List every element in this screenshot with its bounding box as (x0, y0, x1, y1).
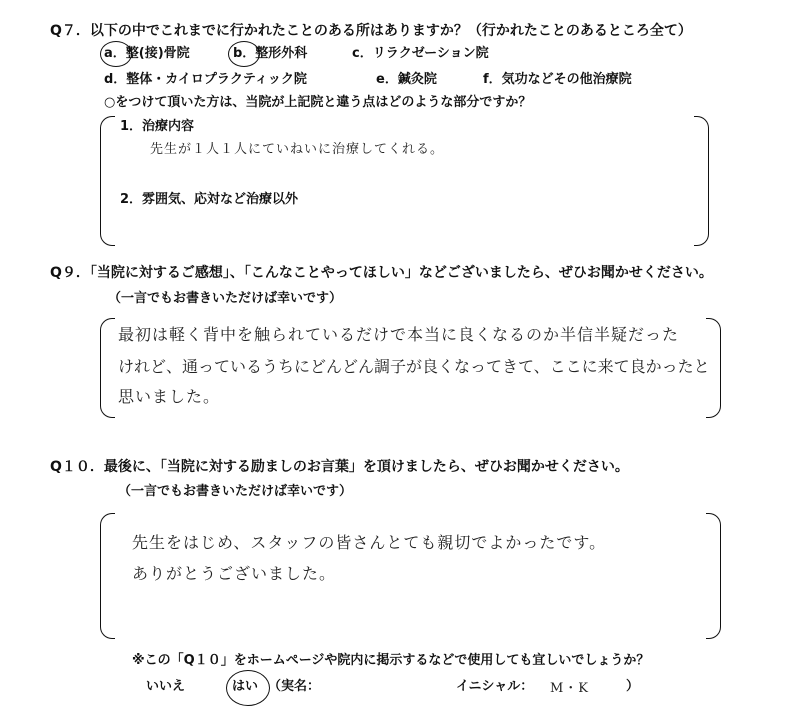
q7-answer-bracket-left (100, 116, 115, 246)
consent-initial-label: イニシャル： (456, 679, 534, 694)
q10-hint: （一言でもお書きいただけば幸いです） (118, 484, 353, 499)
q10-question: Q１０．最後に、「当院に対する励ましのお言葉」を頂けましたら、ぜひお聞かせください。 (50, 459, 629, 475)
yes-circle-mark (226, 670, 270, 706)
consent-question: ※この「Q１０」をホームページや院内に掲示するなどで使用しても宜しいでしょうか？ (132, 653, 650, 668)
q7-answer-bracket-right (694, 116, 709, 246)
q7-item1-label: 1．治療内容 (120, 119, 195, 134)
q7-option-a: a．整(接)骨院 (104, 46, 190, 61)
q7-option-e: e．鍼灸院 (376, 72, 437, 87)
q10-answer-line-1: 先生をはじめ、スタッフの皆さんとても親切でよかったです。 (132, 533, 607, 552)
q7-option-d: d．整体・カイロプラクティック院 (104, 72, 307, 87)
q9-answer-line-1: 最初は軽く背中を触られているだけで本当に良くなるのか半信半疑だった (118, 325, 680, 344)
option-b-circle-mark (228, 41, 260, 67)
consent-yes: はい (232, 679, 259, 694)
consent-initial-value: M・K (550, 681, 590, 696)
q9-question: Q９．「当院に対するご感想」、「こんなことやってほしい」などございましたら、ぜひお聞かせください。 (50, 265, 713, 281)
q7-option-f: f．気功などその他治療院 (483, 72, 632, 87)
q7-followup: ○をつけて頂いた方は、当院が上記院と違う点はどのような部分ですか？ (104, 95, 532, 110)
q9-answer-bracket-left (100, 318, 115, 418)
q7-question: Q７．以下の中でこれまでに行かれたことのある所はありますか？（行かれたことのあるところ全て） (50, 23, 692, 39)
q9-answer-line-3: 思いました。 (118, 387, 221, 406)
option-a-circle-mark (100, 41, 132, 67)
q10-answer-bracket-right (706, 513, 721, 639)
q10-answer-bracket-left (100, 513, 115, 639)
q7-item2-label: 2．雰囲気、応対など治療以外 (120, 192, 299, 207)
consent-name-label: （実名： (268, 679, 321, 694)
q7-option-b: b．整形外科 (233, 46, 308, 61)
q9-hint: （一言でもお書きいただけば幸いです） (108, 291, 343, 306)
q7-item1-answer: 先生が１人１人にていねいに治療してくれる。 (150, 142, 445, 157)
consent-no: いいえ (146, 679, 186, 694)
q7-option-c: c．リラクゼーション院 (352, 46, 489, 61)
q9-answer-line-2: けれど、通っているうちにどんどん調子が良くなってきて、ここに来て良かったと (118, 357, 710, 376)
consent-close-paren: ） (626, 679, 640, 694)
q10-answer-line-2: ありがとうございました。 (132, 564, 337, 583)
